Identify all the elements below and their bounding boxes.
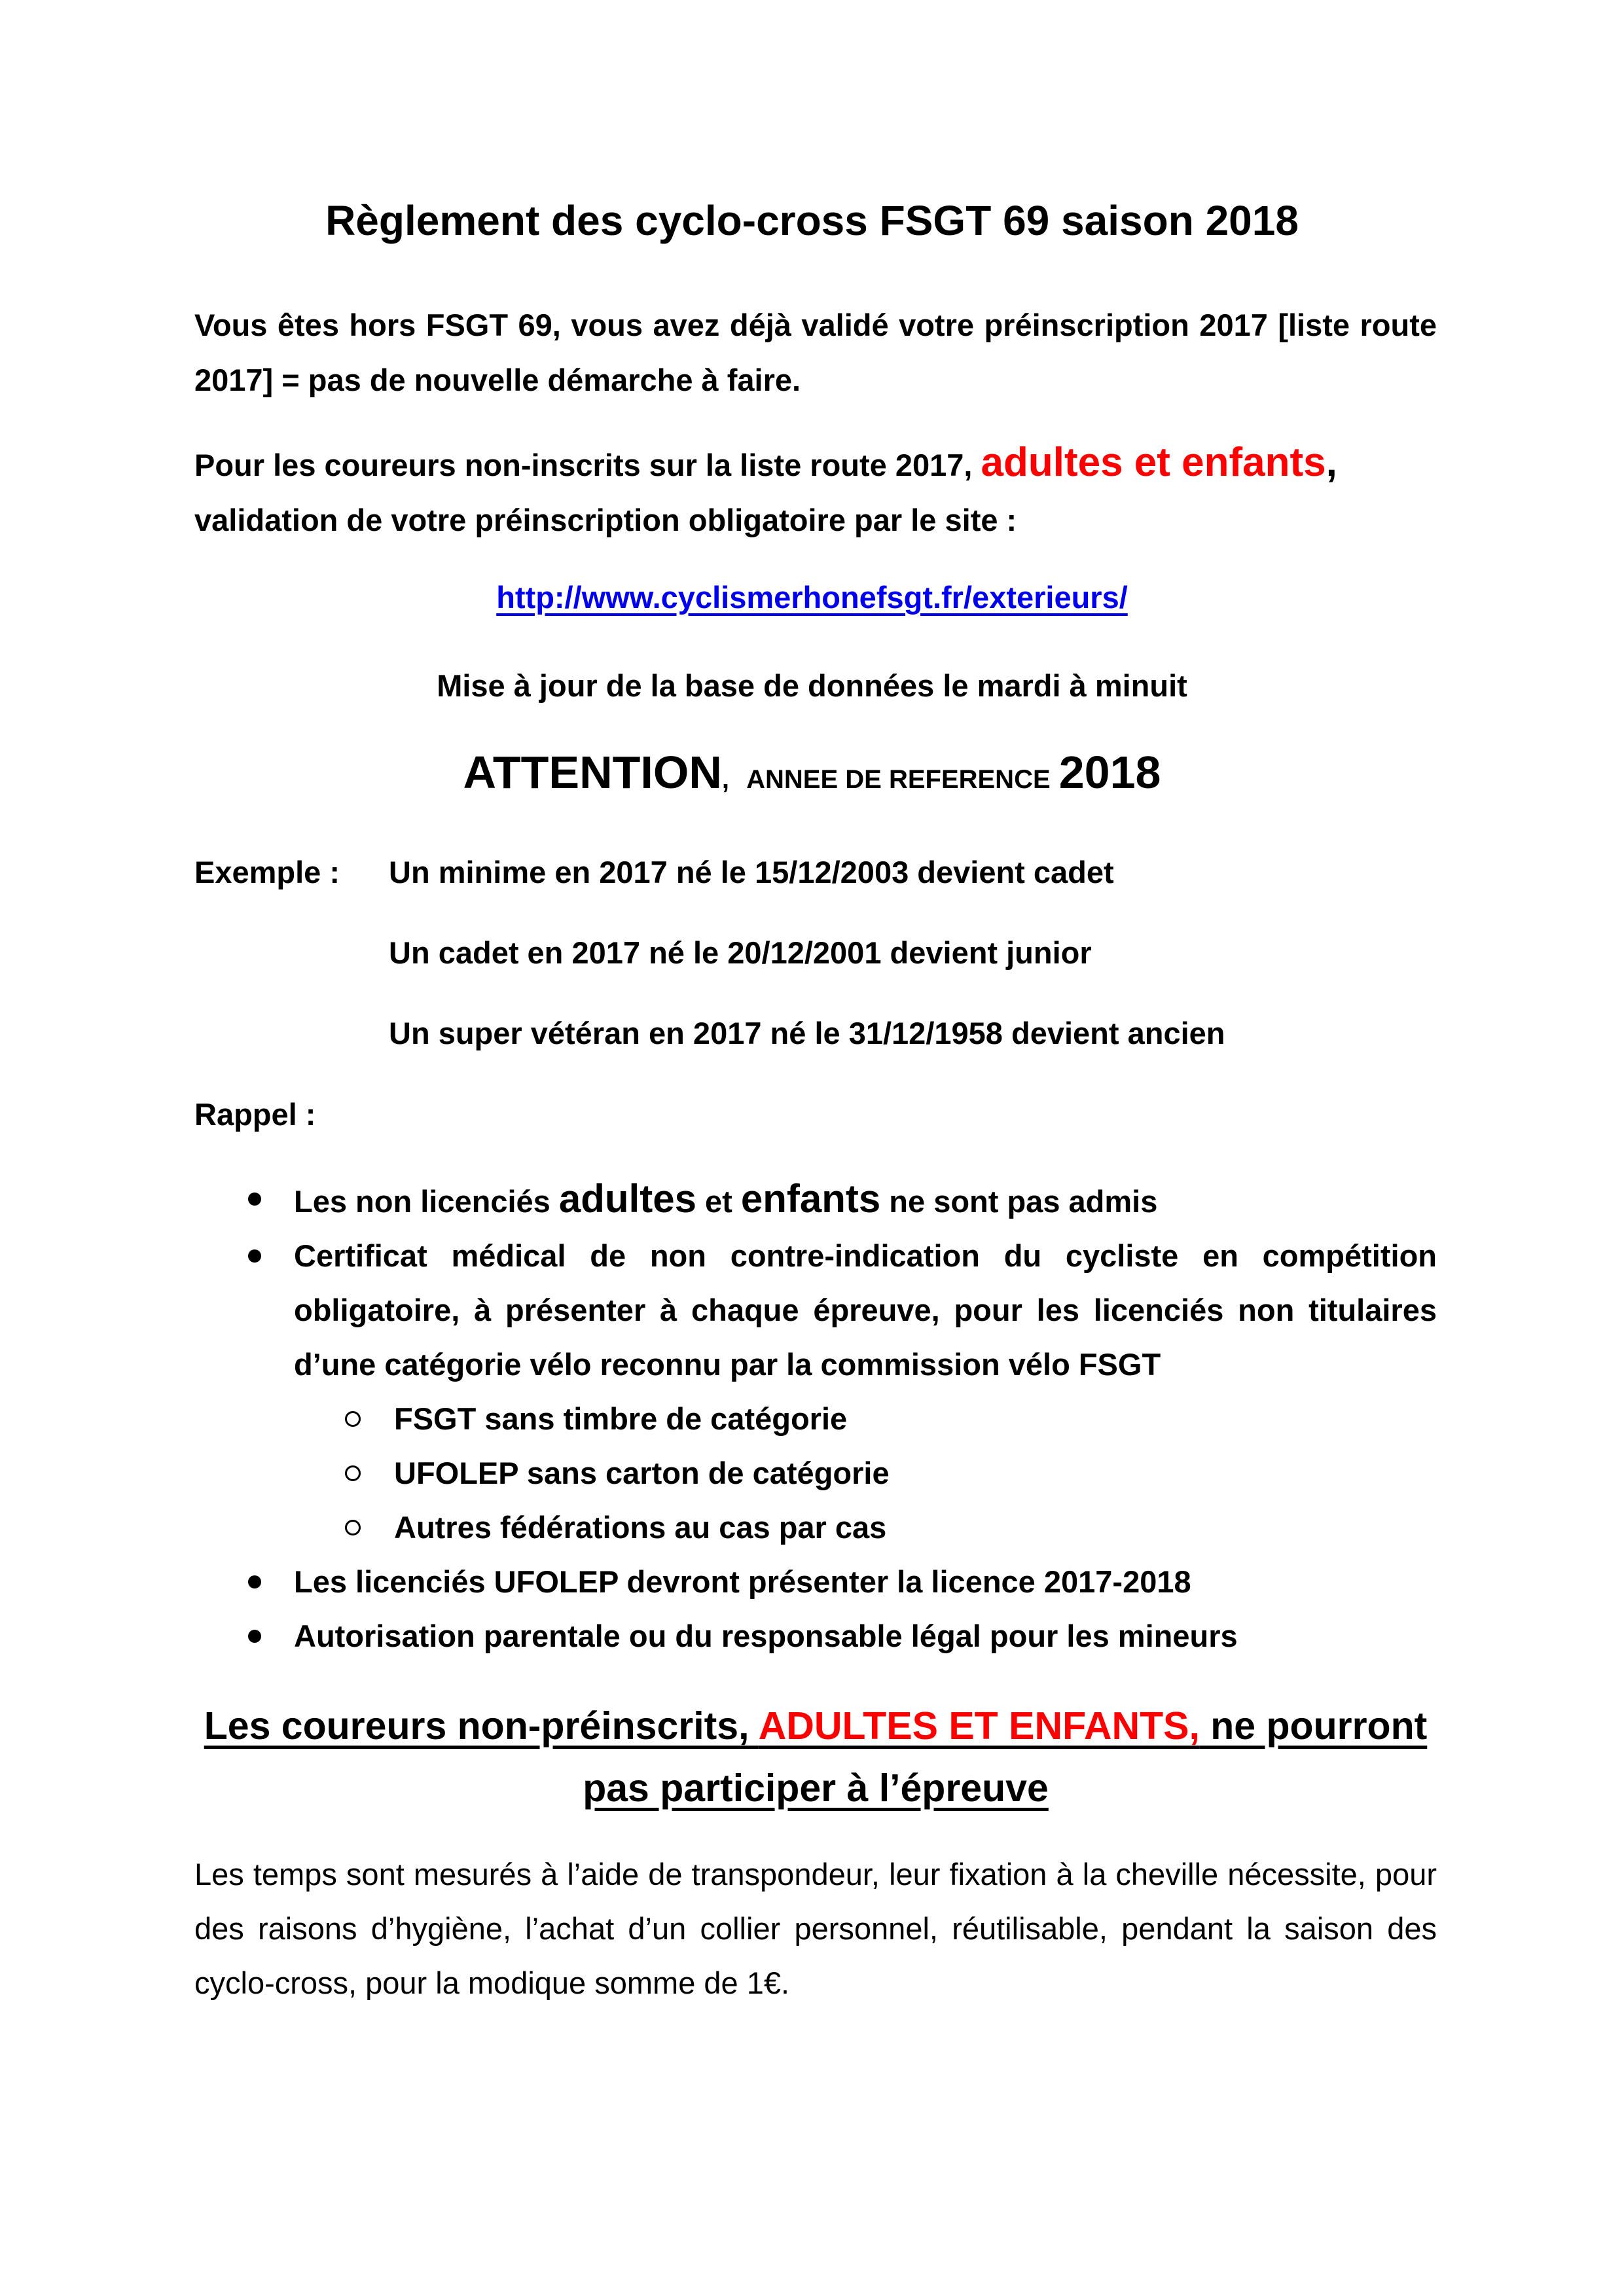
list-item [194, 1609, 1437, 1663]
document-title: Règlement des cyclo-cross FSGT 69 saison 2018 [325, 197, 1299, 244]
bullet-text: Les non licenciés [294, 1184, 559, 1219]
sub-list-item [194, 1446, 1437, 1500]
sub-bullet-text: Autres fédérations au cas par cas [394, 1510, 887, 1545]
example-label: Exemple : [194, 855, 340, 889]
sub-list-item [194, 1500, 1437, 1554]
warning-highlight: ADULTES ET ENFANTS, [758, 1704, 1200, 1748]
attention-comma: , [721, 765, 729, 794]
rappel-list [194, 1172, 1437, 1663]
example-line: Un cadet en 2017 né le 20/12/2001 devient junior [389, 935, 1092, 970]
attention-word: ATTENTION [463, 747, 722, 798]
sub-bullet-text: FSGT sans timbre de catégorie [394, 1401, 848, 1436]
preinscription-paragraph [194, 435, 1437, 548]
transponder-paragraph: Les temps sont mesurés à l’aide de transpondeur, leur fixation à la cheville nécessite, pour des raisons d’hygiène, l’achat d’un collier personnel, réutilisable, pendant la saison des cyclo-cross, pour la modique somme de 1€. [194, 1857, 1437, 2000]
list-item [194, 1229, 1437, 1391]
preinscription-text-after: validation de votre préinscription obligatoire par le site : [194, 503, 1017, 537]
example-line: Un super vétéran en 2017 né le 31/12/1958 devient ancien [389, 1016, 1225, 1050]
preinscription-text-before: Pour les coureurs non-inscrits sur la liste route 2017, [194, 448, 981, 482]
bullet-icon [248, 1630, 261, 1643]
registration-link[interactable]: http://www.cyclismerhonefsgt.fr/exterieurs/ [496, 580, 1128, 615]
bullet-emphasis: adultes [558, 1177, 696, 1221]
circle-bullet-icon [345, 1411, 361, 1427]
attention-reference-label: ANNEE DE REFERENCE [746, 765, 1051, 794]
bullet-icon [248, 1575, 261, 1588]
preinscription-highlight: adultes et enfants [981, 440, 1326, 485]
warning-notice [194, 1695, 1437, 1820]
bullet-text: Autorisation parentale ou du responsable légal pour les mineurs [294, 1619, 1238, 1653]
example-line: Un minime en 2017 né le 15/12/2003 devient cadet [389, 855, 1114, 889]
rappel-label: Rappel : [194, 1097, 316, 1132]
bullet-icon [248, 1193, 261, 1206]
bullet-icon [248, 1249, 261, 1263]
list-item [194, 1554, 1437, 1609]
attention-year: 2018 [1058, 747, 1161, 798]
preinscription-comma: , [1326, 440, 1337, 485]
sub-bullet-text: UFOLEP sans carton de catégorie [394, 1456, 890, 1490]
bullet-text: et [696, 1184, 741, 1219]
circle-bullet-icon [345, 1520, 361, 1535]
bullet-emphasis: enfants [740, 1177, 881, 1221]
bullet-text: Les licenciés UFOLEP devront présenter la licence 2017-2018 [294, 1564, 1191, 1599]
sub-list-item [194, 1391, 1437, 1446]
intro-paragraph: Vous êtes hors FSGT 69, vous avez déjà validé votre préinscription 2017 [liste route 2017] = pas de nouvelle démarche à faire. [194, 308, 1437, 397]
update-note: Mise à jour de la base de données le mardi à minuit [437, 668, 1187, 703]
warning-text: ne pourront pas participer à l’épreuve [583, 1704, 1428, 1810]
list-item [194, 1172, 1437, 1229]
bullet-text: Certificat médical de non contre-indication du cycliste en compétition obligatoire, à présenter à chaque épreuve, pour les licenciés non titulaires d’une catégorie vélo reconnu par la commission vélo FSGT [294, 1238, 1437, 1382]
bullet-text: ne sont pas admis [880, 1184, 1158, 1219]
circle-bullet-icon [345, 1465, 361, 1481]
warning-text: Les coureurs non-préinscrits, [204, 1704, 759, 1748]
attention-heading [0, 746, 1624, 798]
